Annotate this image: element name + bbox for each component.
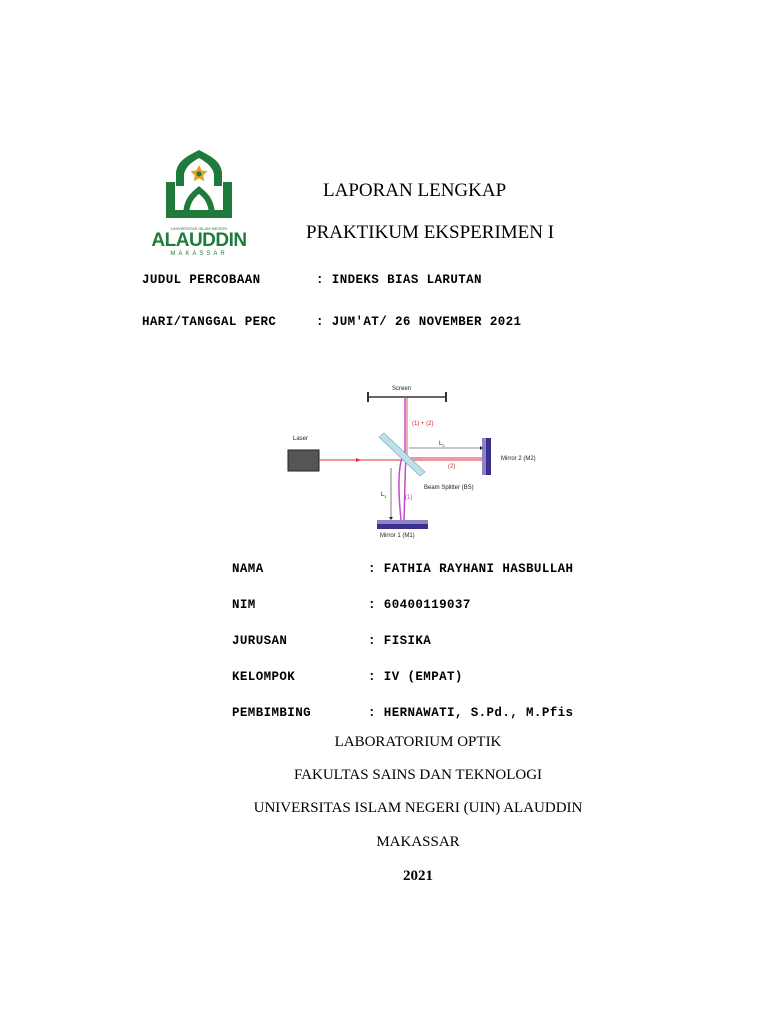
department-value: : FISIKA — [368, 634, 432, 648]
beam-2-label: (2) — [448, 464, 456, 470]
nim-value: : 60400119037 — [368, 598, 471, 612]
supervisor-label: PEMBIMBING — [232, 706, 312, 720]
group-value: : IV (EMPAT) — [368, 670, 463, 684]
mirror-1-label: Mirror 1 (M1) — [380, 533, 415, 539]
group-label: KELOMPOK — [232, 670, 296, 684]
university-name: UNIVERSITAS ISLAM NEGERI (UIN) ALAUDDIN — [253, 800, 583, 816]
experiment-date-label: HARI/TANGGAL PERC — [142, 315, 277, 329]
name-label: NAMA — [232, 562, 264, 576]
mirror-2-label: Mirror 2 (M2) — [501, 456, 536, 462]
beam-1-label: (1) — [405, 495, 413, 501]
experiment-title-value: : INDEKS BIAS LARUTAN — [316, 273, 482, 287]
logo-name: ALAUDDIN — [151, 230, 247, 251]
nim-label: NIM — [232, 598, 256, 612]
l2-label: $L_2$ — [439, 441, 445, 448]
report-title: LAPORAN LENGKAP — [323, 180, 507, 201]
laboratory-name: LABORATORIUM OPTIK — [334, 734, 502, 750]
experiment-title-label: JUDUL PERCOBAAN — [142, 273, 261, 287]
laser-label: Laser — [293, 436, 309, 442]
logo-city: MAKASSAR — [170, 251, 228, 257]
alauddin-emblem — [150, 146, 248, 226]
supervisor-value: : HERNAWATI, S.Pd., M.Pfis — [368, 706, 574, 720]
department-label: JURUSAN — [232, 634, 288, 648]
experiment-date-value: : JUM'AT/ 26 NOVEMBER 2021 — [316, 315, 522, 329]
practicum-title: PRAKTIKUM EKSPERIMEN I — [306, 222, 555, 243]
city-name: MAKASSAR — [376, 834, 460, 850]
l1-label: $L_1$ — [381, 492, 387, 499]
faculty-name: FAKULTAS SAINS DAN TEKNOLOGI — [293, 767, 543, 783]
university-logo — [150, 146, 248, 262]
beam-splitter-label: Beam Splitter (BS) — [424, 485, 474, 491]
laser-box — [288, 450, 319, 471]
logo-small-text: UNIVERSITAS ISLAM NEGERI — [171, 226, 227, 231]
name-value: : FATHIA RAYHANI HASBULLAH — [368, 562, 574, 576]
screen-label: Screen — [392, 386, 412, 392]
combined-beam-label: (1) + (2) — [412, 421, 434, 427]
report-year: 2021 — [403, 868, 433, 884]
interferometer-diagram — [284, 380, 564, 540]
beam-splitter — [379, 433, 425, 476]
